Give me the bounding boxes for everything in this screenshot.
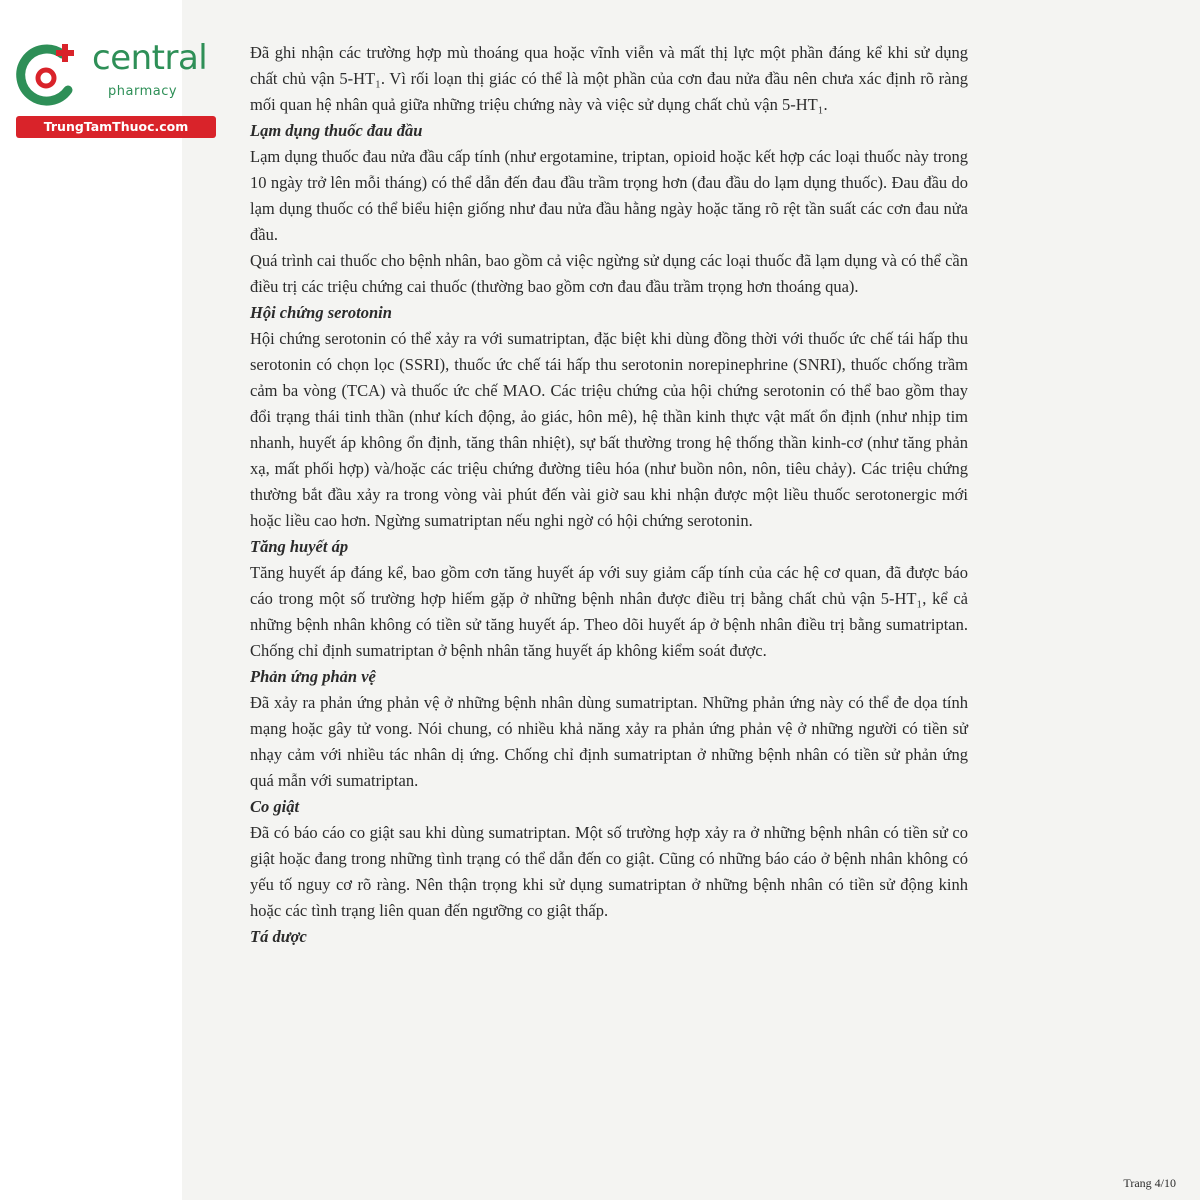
section-paragraph: Hội chứng serotonin có thể xảy ra với sumatriptan, đặc biệt khi dùng đồng thời với thuốc ức chế tái hấp thu serotonin có chọn lọc (SSRI), thuốc ức chế tái hấp thu serotonin norepinephrine (SNRI), thuốc chống trầm cảm ba vòng (TCA) và thuốc ức chế MAO. Các triệu chứng của hội chứng serotonin có thể bao gồm thay đổi trạng thái tinh thần (như kích động, ảo giác, hôn mê), hệ thần kinh thực vật mất ổn định (như nhịp tim nhanh, huyết áp không ổn định, tăng thân nhiệt), sự bất thường trong hệ thống thần kinh-cơ (như tăng phản xạ, mất phối hợp) và/hoặc các triệu chứng đường tiêu hóa (như buồn nôn, nôn, tiêu chảy). Các triệu chứng thường bắt đầu xảy ra trong vòng vài phút đến vài giờ sau khi nhận được một liều thuốc serotonergic mới hoặc liều cao hơn. Ngừng sumatriptan nếu nghi ngờ có hội chứng serotonin. (250, 329, 968, 530)
logo-url-banner: TrungTamThuoc.com (16, 116, 216, 138)
section-heading-hypertension: Tăng huyết áp (250, 537, 349, 556)
section-paragraph: Đã xảy ra phản ứng phản vệ ở những bệnh nhân dùng sumatriptan. Những phản ứng này có thể đe dọa tính mạng hoặc gây tử vong. Nói chung, có nhiều khả năng xảy ra phản ứng phản vệ ở những người có tiền sử nhạy cảm với nhiều tác nhân dị ứng. Chống chỉ định sumatriptan ở những bệnh nhân có tiền sử phản ứng quá mẫn với sumatriptan. (250, 693, 968, 790)
section-heading-seizures: Co giật (250, 797, 300, 816)
section-paragraph: Tăng huyết áp đáng kể, bao gồm cơn tăng huyết áp với suy giảm cấp tính của các hệ cơ quan, đã được báo cáo trong một số trường hợp hiếm gặp ở những bệnh nhân được điều trị bằng chất chủ vận 5-HT₁, kể cả những bệnh nhân không có tiền sử tăng huyết áp. Theo dõi huyết áp ở bệnh nhân điều trị bằng sumatriptan. Chống chỉ định sumatriptan ở bệnh nhân tăng huyết áp không kiểm soát được. (250, 563, 968, 660)
intro-paragraph: Đã ghi nhận các trường hợp mù thoáng qua hoặc vĩnh viễn và mất thị lực một phần đáng kể khi sử dụng chất chủ vận 5-HT₁. Vì rối loạn thị giác có thể là một phần của cơn đau nửa đầu nên chưa xác định rõ ràng mối quan hệ nhân quả giữa những triệu chứng này và việc sử dụng chất chủ vận 5-HT₁. (250, 43, 968, 114)
logo-wordmark: central (92, 38, 208, 78)
page-number: Trang 4/10 (1123, 1176, 1176, 1190)
section-heading-excipients: Tá dược (250, 927, 307, 946)
section-paragraph: Quá trình cai thuốc cho bệnh nhân, bao gồm cả việc ngừng sử dụng các loại thuốc đã lạm dụng và có thể cần điều trị các triệu chứng cai thuốc (thường bao gồm cơn đau đầu trầm trọng hơn thoáng qua). (250, 251, 968, 296)
logo-subtitle: pharmacy (108, 84, 178, 99)
section-heading-anaphylaxis: Phản ứng phản vệ (250, 667, 376, 686)
document-body (250, 40, 968, 950)
central-pharmacy-logo (8, 36, 218, 136)
pharmacy-logo-icon (12, 38, 82, 108)
section-heading-medication-overuse: Lạm dụng thuốc đau đầu (250, 121, 423, 140)
section-heading-serotonin-syndrome: Hội chứng serotonin (250, 303, 392, 322)
section-paragraph: Lạm dụng thuốc đau nửa đầu cấp tính (như ergotamine, triptan, opioid hoặc kết hợp các loại thuốc này trong 10 ngày trở lên mỗi tháng) có thể dẫn đến đau đầu trầm trọng hơn (đau đầu do lạm dụng thuốc). Đau đầu do lạm dụng thuốc có thể biểu hiện giống như đau nửa đầu hằng ngày hoặc tăng rõ rệt tần suất các cơn đau nửa đầu. (250, 147, 968, 244)
section-paragraph: Đã có báo cáo co giật sau khi dùng sumatriptan. Một số trường hợp xảy ra ở những bệnh nhân có tiền sử co giật hoặc đang trong những tình trạng có thể dẫn đến co giật. Cũng có những báo cáo ở bệnh nhân không có yếu tố nguy cơ rõ ràng. Nên thận trọng khi sử dụng sumatriptan ở những bệnh nhân có tiền sử động kinh hoặc các tình trạng liên quan đến ngưỡng co giật thấp. (250, 823, 968, 920)
